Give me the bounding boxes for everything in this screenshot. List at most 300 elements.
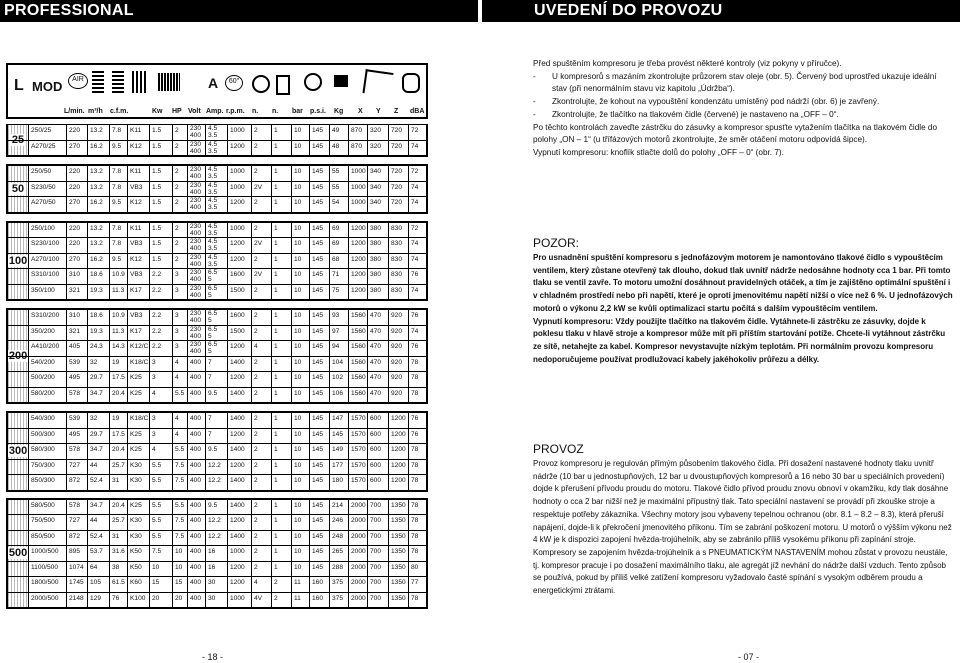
table-cell: 78	[411, 446, 419, 453]
table-cell: 9.5	[112, 255, 122, 263]
table-cell: 9.5	[208, 446, 218, 453]
grid-line	[329, 238, 330, 253]
table-cell: 13.2	[90, 127, 103, 134]
grid-line	[227, 141, 228, 156]
grid-line	[291, 223, 292, 238]
table-cell: 2000	[351, 594, 366, 602]
table-cell: 29.7	[90, 430, 103, 438]
table-cell	[190, 326, 201, 340]
grid-line	[329, 166, 330, 181]
table-cell	[208, 269, 217, 283]
grid-line	[309, 341, 310, 356]
table-cell: 31.6	[112, 548, 125, 555]
grid-line	[367, 285, 368, 300]
grid-line	[348, 388, 349, 403]
table-cell: 10	[294, 286, 302, 294]
table-cell: 400	[190, 461, 202, 469]
grid-line	[205, 500, 206, 515]
table-cell: 400	[190, 563, 202, 571]
table-row	[8, 125, 426, 140]
table-cell: 5.5	[152, 532, 162, 540]
grid-line	[309, 429, 310, 444]
grid-line	[187, 182, 188, 197]
grid-line	[271, 125, 272, 140]
grid-line	[348, 562, 349, 577]
table-cell: 470	[370, 312, 382, 319]
table-cell: 1000	[230, 168, 245, 175]
grid-line	[87, 197, 88, 212]
table-cell: 80	[411, 563, 419, 571]
table-cell: 160	[312, 579, 324, 586]
grid-line	[309, 577, 310, 592]
grid-line	[149, 310, 150, 325]
grid-line	[187, 254, 188, 269]
grid-line	[329, 500, 330, 515]
table-cell: 1000	[351, 183, 366, 191]
table-cell: 2000	[351, 517, 366, 524]
table-cell: 76	[411, 343, 419, 350]
table-cell: 1	[274, 327, 278, 335]
grid-line	[348, 460, 349, 475]
table-cell: 578	[69, 501, 81, 509]
table-cell: 10	[294, 389, 302, 397]
grid-line	[408, 500, 409, 515]
table-cell-line: 400	[190, 229, 202, 237]
table-cell: 19.3	[90, 286, 103, 294]
table-cell-line: 3.5	[208, 188, 218, 196]
grid-line	[87, 357, 88, 372]
table-cell: 1560	[351, 358, 366, 366]
grid-line	[388, 444, 389, 459]
table-cell: 350/200	[31, 327, 55, 335]
grid-line	[388, 500, 389, 515]
table-row	[8, 166, 426, 181]
table-cell-line: 400	[190, 173, 202, 180]
table-cell: 7	[208, 430, 212, 438]
table-row	[8, 268, 426, 284]
grid-line	[187, 197, 188, 212]
table-cell: 220	[69, 224, 81, 232]
table-cell: 870	[351, 142, 363, 150]
table-cell: 400	[190, 446, 202, 453]
grid-line	[348, 515, 349, 530]
table-cell: 727	[69, 517, 81, 524]
table-cell: 53.7	[90, 548, 103, 555]
table-cell: 1400	[230, 389, 245, 397]
grid-line	[291, 372, 292, 387]
grid-line	[66, 388, 67, 403]
table-row	[8, 223, 426, 238]
grid-line	[367, 515, 368, 530]
grid-line	[251, 429, 252, 444]
table-cell: 580/300	[31, 446, 55, 453]
table-cell: 1.5	[152, 127, 162, 134]
grid-line	[348, 141, 349, 156]
grid-line	[187, 238, 188, 253]
grid-line	[109, 413, 110, 428]
table-cell: 145	[312, 168, 324, 175]
table-cell: 19	[112, 358, 120, 366]
grid-line	[348, 475, 349, 490]
grid-line	[66, 285, 67, 300]
grid-line	[408, 341, 409, 356]
grid-line	[127, 285, 128, 300]
grid-line	[66, 546, 67, 561]
table-cell: 400	[190, 389, 202, 397]
grid-line	[348, 546, 349, 561]
table-cell: 500/300	[31, 430, 55, 438]
table-row	[8, 253, 426, 269]
table-cell: 97	[332, 327, 340, 335]
table-row	[8, 500, 426, 515]
table-cell: 1200	[230, 240, 245, 247]
grid-line	[408, 326, 409, 341]
table-cell: 2	[175, 142, 179, 150]
table-cell: 830	[391, 224, 403, 232]
grid-line	[66, 593, 67, 608]
grid-line	[408, 562, 409, 577]
table-cell: 400	[190, 415, 202, 422]
table-cell	[190, 310, 201, 324]
table-cell: 850/300	[31, 477, 55, 484]
grid-line	[309, 182, 310, 197]
grid-line	[291, 546, 292, 561]
unit-n2: n.	[272, 108, 279, 115]
table-cell: 1	[274, 374, 278, 381]
table-cell: 1560	[351, 374, 366, 381]
section-200	[6, 308, 428, 404]
table-cell: 7.5	[152, 548, 162, 555]
pozor-section	[533, 236, 953, 366]
grid-line	[291, 125, 292, 140]
grid-line	[109, 372, 110, 387]
grid-line	[149, 531, 150, 546]
table-cell: 74	[411, 255, 419, 263]
grid-line	[87, 515, 88, 530]
grid-line	[348, 269, 349, 284]
table-cell: 145	[312, 548, 324, 555]
grid-line	[367, 413, 368, 428]
grid-line	[408, 357, 409, 372]
table-cell: 25.7	[112, 517, 125, 524]
table-cell: 2	[254, 358, 258, 366]
grid-line	[227, 197, 228, 212]
grid-line	[388, 357, 389, 372]
grid-line	[367, 460, 368, 475]
grid-line	[329, 223, 330, 238]
table-cell: 24.3	[90, 343, 103, 350]
table-cell	[208, 238, 217, 252]
table-cell: 3	[175, 286, 179, 294]
table-cell: 10	[294, 415, 302, 422]
table-cell: 1000/500	[31, 548, 59, 555]
grid-line	[187, 372, 188, 387]
table-cell: 72	[411, 127, 419, 134]
table-cell: 54	[332, 199, 340, 206]
table-cell: 1500	[230, 327, 245, 335]
table-cell: 540/300	[31, 415, 55, 422]
table-cell: 1500	[230, 286, 245, 294]
table-cell: 1560	[351, 327, 366, 335]
grid-line	[348, 238, 349, 253]
table-cell: 78	[411, 389, 419, 397]
grid-line	[251, 197, 252, 212]
grid-line	[109, 326, 110, 341]
table-cell: 1570	[351, 430, 366, 438]
grid-line	[172, 460, 173, 475]
table-cell-line: 4.5	[208, 166, 218, 173]
grid-line	[291, 413, 292, 428]
grid-line	[329, 372, 330, 387]
grid-line	[367, 475, 368, 490]
table-cell: 2.2	[152, 271, 162, 278]
table-cell: 5.5	[152, 517, 162, 524]
grid-line	[408, 197, 409, 212]
table-cell: 1	[274, 142, 278, 150]
table-cell: 1200	[230, 199, 245, 206]
grid-line	[271, 546, 272, 561]
table-cell: 2	[254, 312, 258, 319]
table-cell: 49	[332, 127, 340, 134]
grid-line	[227, 254, 228, 269]
grid-line	[348, 372, 349, 387]
table-cell-line: 5	[208, 317, 212, 324]
grid-line	[172, 562, 173, 577]
grid-line	[227, 475, 228, 490]
table-cell: 2	[254, 224, 258, 232]
table-cell: K30	[130, 532, 142, 540]
table-cell: A410/200	[31, 343, 60, 350]
grid-line	[149, 197, 150, 212]
table-cell-line: 6.5	[208, 284, 218, 292]
grid-line	[172, 197, 173, 212]
motor-icon	[158, 73, 180, 91]
table-cell: 400	[190, 532, 202, 540]
pozor-title: POZOR:	[533, 236, 580, 250]
table-cell: 74	[411, 327, 419, 335]
grid-line	[205, 269, 206, 284]
table-cell: 920	[391, 312, 403, 319]
table-cell: 750/300	[31, 461, 55, 469]
table-cell-line: 400	[190, 276, 202, 283]
grid-line	[127, 577, 128, 592]
grid-line	[309, 475, 310, 490]
grid-line	[348, 254, 349, 269]
table-cell: VB3	[130, 312, 143, 319]
unit-y: Y	[376, 108, 381, 115]
table-cell: 214	[332, 501, 344, 509]
grid-line	[149, 125, 150, 140]
grid-line	[66, 357, 67, 372]
table-cell	[190, 182, 201, 196]
grid-line	[309, 515, 310, 530]
table-cell: 2V	[254, 183, 263, 191]
grid-line	[251, 460, 252, 475]
table-cell: 320	[370, 142, 382, 150]
grid-line	[348, 593, 349, 608]
grid-line	[127, 269, 128, 284]
table-cell: K25	[130, 501, 142, 509]
grid-line	[329, 310, 330, 325]
grid-line	[348, 341, 349, 356]
check-item: - Zkontrolujte, že kohout na vypouštění kondenzátu umístěný pod nádrží (obr. 6) je zavřený.	[533, 97, 880, 107]
grid-line	[172, 546, 173, 561]
table-cell: 25.7	[112, 461, 125, 469]
grid-line	[109, 460, 110, 475]
grid-line	[66, 577, 67, 592]
table-cell: 1	[274, 255, 278, 263]
grid-line	[187, 500, 188, 515]
grid-line	[329, 125, 330, 140]
table-cell: 4V	[254, 594, 263, 602]
grid-line	[348, 429, 349, 444]
timer-icon: 60"	[225, 75, 243, 91]
table-cell: 10	[294, 224, 302, 232]
table-cell: 147	[332, 415, 344, 422]
grid-line	[408, 444, 409, 459]
grid-line	[309, 197, 310, 212]
table-cell: 1350	[391, 548, 406, 555]
table-cell: 700	[370, 517, 382, 524]
table-cell: 830	[391, 240, 403, 247]
table-cell: 10	[294, 343, 302, 350]
grid-line	[227, 460, 228, 475]
grid-line	[408, 460, 409, 475]
grid-line	[227, 388, 228, 403]
grid-line	[187, 388, 188, 403]
grid-line	[172, 326, 173, 341]
table-cell: 10	[294, 271, 302, 278]
grid-line	[367, 182, 368, 197]
grid-line	[251, 341, 252, 356]
grid-line	[388, 254, 389, 269]
grid-line	[367, 444, 368, 459]
grid-line	[251, 562, 252, 577]
table-cell: 1	[274, 199, 278, 206]
table-cell: 830	[391, 255, 403, 263]
grid-line	[251, 444, 252, 459]
grid-line	[348, 531, 349, 546]
table-cell: 19	[112, 415, 120, 422]
grid-line	[109, 285, 110, 300]
table-cell: 20.4	[112, 501, 125, 509]
grid-line	[367, 166, 368, 181]
grid-line	[388, 475, 389, 490]
grid-line	[251, 500, 252, 515]
table-cell: 78	[411, 517, 419, 524]
grid-line	[367, 546, 368, 561]
table-cell: 2	[175, 199, 179, 206]
table-row	[8, 340, 426, 356]
table-cell: 145	[312, 127, 324, 134]
grid-line	[149, 341, 150, 356]
table-cell: 400	[190, 517, 202, 524]
table-cell: 1200	[230, 430, 245, 438]
grid-line	[309, 562, 310, 577]
grid-line	[388, 372, 389, 387]
grid-line	[172, 285, 173, 300]
table-cell: 320	[370, 127, 382, 134]
table-cell: 93	[332, 312, 340, 319]
grid-line	[227, 429, 228, 444]
table-row	[8, 545, 426, 561]
pozor-continuation-text: Při tomto tlaku se ventil zavře. To motoru umožní dosáhnout pravidelných otáček, a tím je zajištěno optimální spuštění i v chladném prostředí nebo při napětí, které je oproti jmenovitému napětí nižší o více než 6 %. U jednofázových motorů o výkonu 2,2 kW se kvůli optimalizaci startu počítá s dalším vypouštěcím ventilem.	[533, 265, 953, 313]
table-cell: 3	[152, 430, 156, 438]
grid-line	[271, 475, 272, 490]
table-cell: K30	[130, 461, 142, 469]
grid-line	[127, 326, 128, 341]
table-cell: 145	[312, 312, 324, 319]
table-cell-line: 400	[190, 260, 202, 268]
grid-line	[87, 475, 88, 490]
table-cell: 76	[411, 312, 419, 319]
table-cell: S310/200	[31, 312, 60, 319]
grid-line	[87, 593, 88, 608]
table-cell: 1560	[351, 389, 366, 397]
grid-line	[127, 141, 128, 156]
grid-line	[172, 531, 173, 546]
table-cell: 149	[332, 446, 344, 453]
grid-line	[271, 577, 272, 592]
grid-line	[187, 141, 188, 156]
table-cell: 895	[69, 548, 81, 555]
table-cell-line: 6.5	[208, 310, 218, 317]
grid-line	[66, 223, 67, 238]
table-cell: 1200	[351, 255, 366, 263]
table-cell: 1200	[391, 415, 406, 422]
check-item: - Zkontrolujte, že tlačítko na tlakovém čidle (červené) je nastaveno na „OFF – 0“.	[533, 109, 839, 119]
grid-line	[227, 341, 228, 356]
grid-line	[309, 285, 310, 300]
table-cell: 52.4	[90, 532, 103, 540]
grid-line	[408, 546, 409, 561]
table-cell-line: 400	[190, 245, 202, 252]
table-cell: 16	[208, 548, 216, 555]
table-cell: 75	[332, 286, 340, 294]
section-100	[6, 221, 428, 302]
table-cell: 400	[190, 548, 202, 555]
grid-line	[205, 460, 206, 475]
grid-line	[227, 562, 228, 577]
table-cell: 2	[254, 389, 258, 397]
grid-line	[251, 577, 252, 592]
table-cell-line: 3.5	[208, 245, 218, 252]
table-cell: S310/100	[31, 271, 60, 278]
table-cell: 1350	[391, 594, 406, 602]
grid-line	[205, 182, 206, 197]
table-cell: 7.8	[112, 127, 122, 134]
grid-line	[109, 357, 110, 372]
table-cell-line: 400	[190, 147, 202, 155]
grid-line	[251, 141, 252, 156]
table-cell-line: 230	[190, 341, 202, 348]
table-cell: 44	[90, 461, 98, 469]
grid-line	[187, 223, 188, 238]
grid-line	[271, 444, 272, 459]
table-cell: 248	[332, 532, 344, 540]
grid-line	[87, 429, 88, 444]
table-cell: 12.2	[208, 477, 221, 484]
grid-line	[271, 141, 272, 156]
table-cell: 1	[274, 168, 278, 175]
section-50	[6, 164, 428, 214]
table-cell: 7.8	[112, 240, 122, 247]
table-row	[8, 196, 426, 212]
grid-line	[291, 166, 292, 181]
grid-line	[172, 413, 173, 428]
grid-line	[149, 429, 150, 444]
table-cell: 7.5	[175, 461, 185, 469]
